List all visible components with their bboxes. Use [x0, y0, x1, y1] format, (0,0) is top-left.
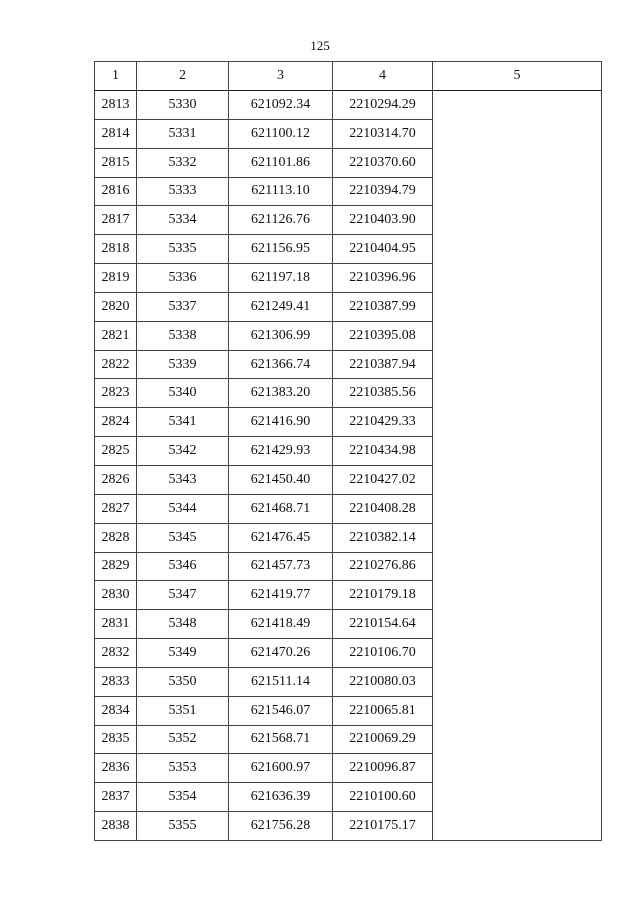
- table-row: [95, 667, 602, 696]
- table-cell-col-3: 621101.86: [229, 148, 333, 177]
- table-cell-col-2: 5337: [137, 292, 229, 321]
- table-cell-col-2: 5342: [137, 437, 229, 466]
- table-cell-col-3: 621306.99: [229, 321, 333, 350]
- table-row: [95, 350, 602, 379]
- table-cell-col-4: 2210080.03: [333, 667, 433, 696]
- table-cell-col-5: [433, 639, 602, 668]
- table-cell-col-2: 5331: [137, 119, 229, 148]
- table-cell-col-3: 621092.34: [229, 91, 333, 120]
- table-cell-col-1: 2829: [95, 552, 137, 581]
- table-cell-col-1: 2834: [95, 696, 137, 725]
- table-cell-col-1: 2824: [95, 408, 137, 437]
- table-cell-col-2: 5334: [137, 206, 229, 235]
- table-cell-col-2: 5347: [137, 581, 229, 610]
- table-cell-col-1: 2837: [95, 783, 137, 812]
- table-cell-col-5: [433, 610, 602, 639]
- table-row: [95, 754, 602, 783]
- table-cell-col-2: 5336: [137, 264, 229, 293]
- table-cell-col-1: 2820: [95, 292, 137, 321]
- table-cell-col-5: [433, 119, 602, 148]
- table-cell-col-2: 5338: [137, 321, 229, 350]
- table-cell-col-2: 5350: [137, 667, 229, 696]
- table-cell-col-4: 2210408.28: [333, 494, 433, 523]
- table-cell-col-5: [433, 754, 602, 783]
- table-row: [95, 437, 602, 466]
- column-header-3: 3: [229, 62, 333, 91]
- table-row: [95, 264, 602, 293]
- table-cell-col-1: 2827: [95, 494, 137, 523]
- table-cell-col-5: [433, 725, 602, 754]
- table-cell-col-5: [433, 667, 602, 696]
- table-cell-col-1: 2838: [95, 812, 137, 841]
- table-cell-col-4: 2210404.95: [333, 235, 433, 264]
- table-cell-col-1: 2817: [95, 206, 137, 235]
- table-cell-col-3: 621197.18: [229, 264, 333, 293]
- table-row: [95, 610, 602, 639]
- column-header-1: 1: [95, 62, 137, 91]
- table-cell-col-5: [433, 465, 602, 494]
- table-cell-col-3: 621366.74: [229, 350, 333, 379]
- table-cell-col-5: [433, 696, 602, 725]
- table-cell-col-3: 621416.90: [229, 408, 333, 437]
- table-header: [95, 62, 602, 91]
- table-cell-col-1: 2830: [95, 581, 137, 610]
- table-cell-col-4: 2210179.18: [333, 581, 433, 610]
- table-cell-col-3: 621418.49: [229, 610, 333, 639]
- table-cell-col-2: 5344: [137, 494, 229, 523]
- table-cell-col-4: 2210394.79: [333, 177, 433, 206]
- table-cell-col-3: 621100.12: [229, 119, 333, 148]
- table-row: [95, 119, 602, 148]
- table-row: [95, 206, 602, 235]
- table-cell-col-3: 621476.45: [229, 523, 333, 552]
- table-cell-col-5: [433, 264, 602, 293]
- table-cell-col-3: 621383.20: [229, 379, 333, 408]
- table-cell-col-2: 5340: [137, 379, 229, 408]
- table-row: [95, 321, 602, 350]
- table-cell-col-4: 2210100.60: [333, 783, 433, 812]
- column-header-5: 5: [433, 62, 602, 91]
- table-cell-col-4: 2210314.70: [333, 119, 433, 148]
- table-cell-col-1: 2832: [95, 639, 137, 668]
- table-cell-col-4: 2210396.96: [333, 264, 433, 293]
- table-cell-col-3: 621450.40: [229, 465, 333, 494]
- page-number: 125: [310, 38, 330, 53]
- table-cell-col-1: 2828: [95, 523, 137, 552]
- table-row: [95, 235, 602, 264]
- table-cell-col-1: 2813: [95, 91, 137, 120]
- table-cell-col-2: 5353: [137, 754, 229, 783]
- table-row: [95, 783, 602, 812]
- table-cell-col-1: 2826: [95, 465, 137, 494]
- table-cell-col-5: [433, 523, 602, 552]
- table-cell-col-4: 2210385.56: [333, 379, 433, 408]
- table-cell-col-3: 621429.93: [229, 437, 333, 466]
- table-body: [95, 91, 602, 841]
- table-cell-col-5: [433, 379, 602, 408]
- table-cell-col-5: [433, 552, 602, 581]
- table-row: [95, 379, 602, 408]
- table-cell-col-5: [433, 292, 602, 321]
- table-cell-col-2: 5335: [137, 235, 229, 264]
- table-cell-col-5: [433, 148, 602, 177]
- table-row: [95, 552, 602, 581]
- table-cell-col-1: 2816: [95, 177, 137, 206]
- table-cell-col-5: [433, 408, 602, 437]
- table-cell-col-4: 2210065.81: [333, 696, 433, 725]
- table-cell-col-4: 2210276.86: [333, 552, 433, 581]
- table-cell-col-3: 621468.71: [229, 494, 333, 523]
- table-cell-col-5: [433, 437, 602, 466]
- table-cell-col-2: 5349: [137, 639, 229, 668]
- table-cell-col-4: 2210370.60: [333, 148, 433, 177]
- table-cell-col-2: 5330: [137, 91, 229, 120]
- table-cell-col-1: 2825: [95, 437, 137, 466]
- table-cell-col-4: 2210434.98: [333, 437, 433, 466]
- table-cell-col-4: 2210427.02: [333, 465, 433, 494]
- table-cell-col-1: 2814: [95, 119, 137, 148]
- table-row: [95, 465, 602, 494]
- table-cell-col-3: 621470.26: [229, 639, 333, 668]
- table-cell-col-5: [433, 177, 602, 206]
- table-row: [95, 812, 602, 841]
- table-cell-col-3: 621600.97: [229, 754, 333, 783]
- table-cell-col-4: 2210175.17: [333, 812, 433, 841]
- table-cell-col-4: 2210382.14: [333, 523, 433, 552]
- table-cell-col-3: 621113.10: [229, 177, 333, 206]
- table-cell-col-4: 2210395.08: [333, 321, 433, 350]
- table-row: [95, 581, 602, 610]
- table-cell-col-3: 621756.28: [229, 812, 333, 841]
- header-row: [95, 62, 602, 91]
- table-cell-col-1: 2836: [95, 754, 137, 783]
- table-row: [95, 91, 602, 120]
- table-cell-col-5: [433, 783, 602, 812]
- table-cell-col-4: 2210154.64: [333, 610, 433, 639]
- table-cell-col-3: 621457.73: [229, 552, 333, 581]
- table-cell-col-3: 621568.71: [229, 725, 333, 754]
- table-cell-col-1: 2833: [95, 667, 137, 696]
- table-cell-col-4: 2210387.94: [333, 350, 433, 379]
- table-cell-col-4: 2210387.99: [333, 292, 433, 321]
- table-cell-col-4: 2210069.29: [333, 725, 433, 754]
- table-cell-col-2: 5352: [137, 725, 229, 754]
- table-row: [95, 177, 602, 206]
- column-header-2: 2: [137, 62, 229, 91]
- table-cell-col-4: 2210106.70: [333, 639, 433, 668]
- table-row: [95, 494, 602, 523]
- table-cell-col-2: 5346: [137, 552, 229, 581]
- table-cell-col-5: [433, 235, 602, 264]
- coordinates-table: [94, 61, 602, 841]
- table-cell-col-2: 5332: [137, 148, 229, 177]
- table-row: [95, 408, 602, 437]
- table-cell-col-3: 621636.39: [229, 783, 333, 812]
- table-cell-col-1: 2819: [95, 264, 137, 293]
- table-cell-col-4: 2210429.33: [333, 408, 433, 437]
- table-cell-col-1: 2818: [95, 235, 137, 264]
- table-cell-col-5: [433, 494, 602, 523]
- table-cell-col-1: 2835: [95, 725, 137, 754]
- table-cell-col-2: 5339: [137, 350, 229, 379]
- table-cell-col-5: [433, 812, 602, 841]
- table-cell-col-3: 621156.95: [229, 235, 333, 264]
- table-cell-col-2: 5345: [137, 523, 229, 552]
- table-cell-col-2: 5343: [137, 465, 229, 494]
- table-cell-col-4: 2210403.90: [333, 206, 433, 235]
- table-row: [95, 148, 602, 177]
- table-cell-col-3: 621126.76: [229, 206, 333, 235]
- table-cell-col-3: 621546.07: [229, 696, 333, 725]
- table-row: [95, 523, 602, 552]
- table-row: [95, 696, 602, 725]
- table-cell-col-2: 5355: [137, 812, 229, 841]
- table-cell-col-4: 2210294.29: [333, 91, 433, 120]
- table-cell-col-5: [433, 581, 602, 610]
- table-cell-col-3: 621511.14: [229, 667, 333, 696]
- table-cell-col-5: [433, 350, 602, 379]
- table-cell-col-5: [433, 321, 602, 350]
- column-header-4: 4: [333, 62, 433, 91]
- table-cell-col-2: 5351: [137, 696, 229, 725]
- table-row: [95, 292, 602, 321]
- table-cell-col-4: 2210096.87: [333, 754, 433, 783]
- table-row: [95, 639, 602, 668]
- table-cell-col-2: 5348: [137, 610, 229, 639]
- table-cell-col-1: 2815: [95, 148, 137, 177]
- table-cell-col-5: [433, 206, 602, 235]
- table-cell-col-5: [433, 91, 602, 120]
- table-cell-col-1: 2821: [95, 321, 137, 350]
- table-cell-col-3: 621249.41: [229, 292, 333, 321]
- table-cell-col-1: 2831: [95, 610, 137, 639]
- table-cell-col-1: 2822: [95, 350, 137, 379]
- table-cell-col-2: 5354: [137, 783, 229, 812]
- table-row: [95, 725, 602, 754]
- table-cell-col-1: 2823: [95, 379, 137, 408]
- table-cell-col-3: 621419.77: [229, 581, 333, 610]
- table-cell-col-2: 5341: [137, 408, 229, 437]
- table-cell-col-2: 5333: [137, 177, 229, 206]
